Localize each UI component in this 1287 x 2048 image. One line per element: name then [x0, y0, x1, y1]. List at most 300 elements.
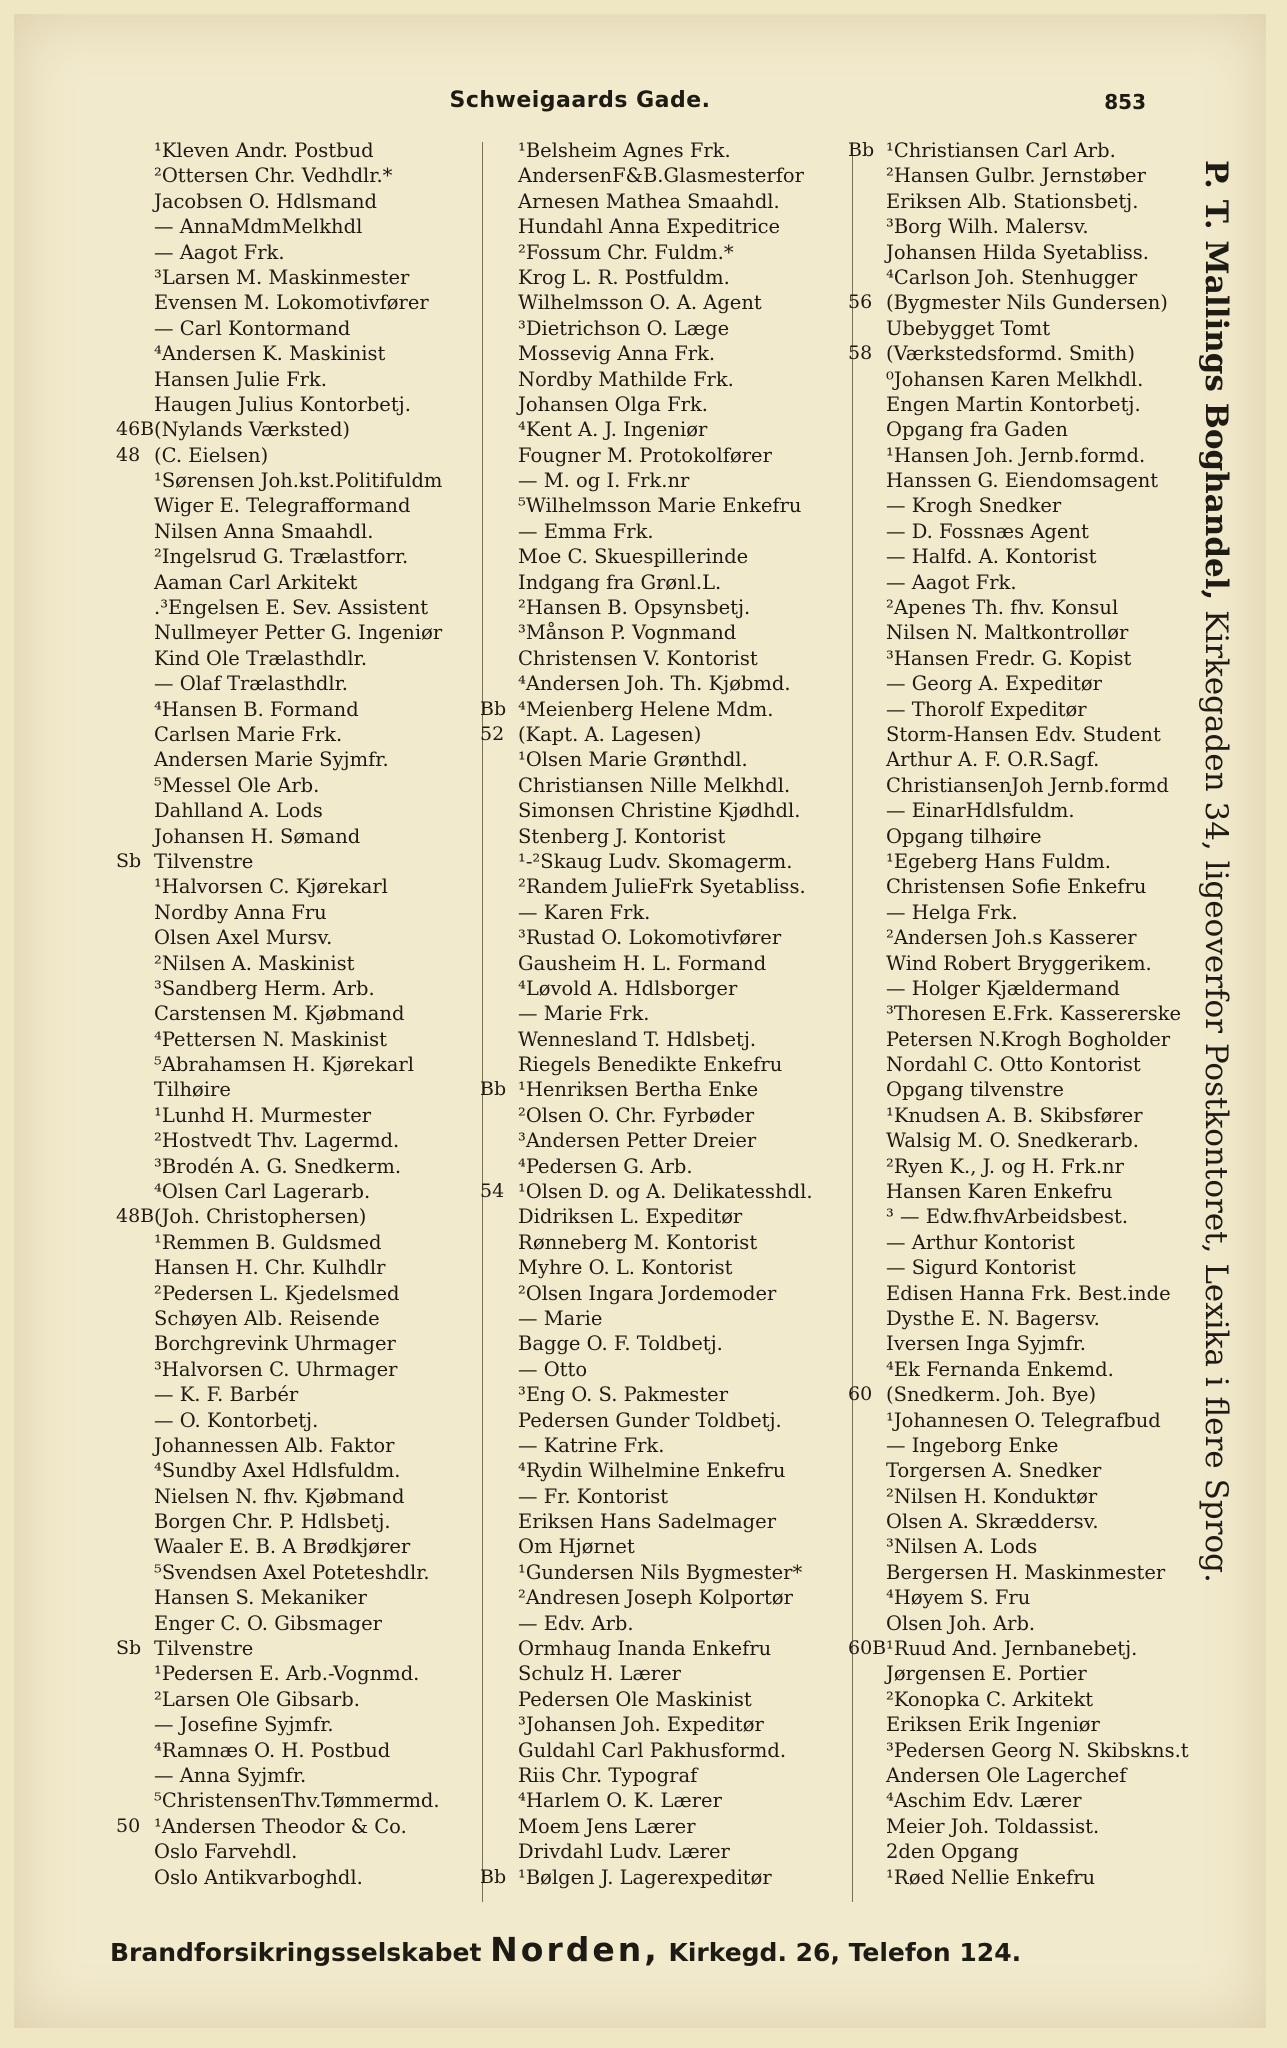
entry-text: ¹Belsheim Agnes Frk. — [518, 139, 731, 162]
directory-entry — [488, 189, 852, 214]
house-number: 60B — [848, 1637, 887, 1660]
directory-entry — [124, 1281, 484, 1306]
directory-entry — [488, 1458, 852, 1483]
entry-text: ⁴Meienberg Helene Mdm. — [518, 697, 774, 721]
entry-text: Dysthe E. N. Bagersv. — [886, 1306, 1100, 1330]
entry-text: Engen Martin Kontorbetj. — [886, 392, 1141, 416]
house-number: Sb — [116, 849, 142, 872]
entry-text: (Kapt. A. Lagesen) — [518, 722, 702, 746]
entry-text: — Ingeborg Enke — [886, 1433, 1059, 1457]
directory-entry — [856, 595, 1226, 620]
directory-entry — [124, 646, 484, 671]
entry-text: — Karen Frk. — [518, 900, 651, 924]
entry-text: Om Hjørnet — [518, 1535, 635, 1559]
directory-entry — [124, 1687, 484, 1712]
footer-part2: Kirkegd. 26, Telefon 124. — [659, 1938, 1022, 1967]
entry-text: ³Brodén A. G. Snedkerm. — [154, 1154, 402, 1178]
directory-entry — [856, 544, 1226, 569]
directory-entry — [488, 1560, 852, 1585]
directory-entry — [488, 900, 852, 925]
directory-entry — [488, 1534, 852, 1559]
entry-text: Ormhaug Inanda Enkefru — [518, 1637, 772, 1661]
directory-entry — [856, 1103, 1226, 1128]
directory-entry — [488, 240, 852, 265]
entry-text: Riis Chr. Typograf — [518, 1764, 698, 1787]
footer-advertisement — [110, 1928, 1210, 1972]
house-number: Sb — [116, 1637, 142, 1660]
entry-text: Andersen Ole Lagerchef — [886, 1764, 1127, 1787]
directory-entry — [856, 874, 1226, 899]
house-number: 60 — [848, 1383, 873, 1406]
entry-text: — Emma Frk. — [518, 519, 654, 543]
entry-text: ¹Christiansen Carl Arb. — [886, 139, 1116, 162]
entry-text: — Katrine Frk. — [518, 1433, 665, 1457]
entry-text: (Joh. Christophersen) — [154, 1205, 367, 1229]
entry-text: Evensen M. Lokomotivfører — [154, 291, 429, 315]
entry-text: ²Andersen Joh.s Kasserer — [886, 926, 1137, 950]
entry-text: Fougner M. Protokolfører — [518, 443, 772, 467]
entry-text: ³Hansen Fredr. G. Kopist — [886, 646, 1132, 670]
directory-entry — [856, 1001, 1226, 1026]
entry-text: — Fr. Kontorist — [518, 1484, 669, 1508]
entry-text: ³Månson P. Vognmand — [518, 621, 737, 645]
entry-text: Haugen Julius Kontorbetj. — [154, 392, 411, 416]
entry-text: — Thorolf Expeditør — [886, 697, 1087, 721]
entry-text: — O. Kontorbetj. — [154, 1408, 319, 1432]
directory-entry — [856, 468, 1226, 493]
directory-entry — [488, 443, 852, 468]
directory-entry — [124, 773, 484, 798]
column-1 — [116, 138, 484, 1908]
page-header — [14, 88, 1266, 124]
entry-text: ²Hostvedt Thv. Lagermd. — [154, 1129, 400, 1153]
column-2 — [480, 138, 852, 1908]
entry-text: Moem Jens Lærer — [518, 1814, 696, 1838]
entry-text: Schøyen Alb. Reisende — [154, 1306, 380, 1330]
entry-text: ¹Hansen Joh. Jernb.formd. — [886, 443, 1146, 467]
entry-text: Meier Joh. Toldassist. — [886, 1814, 1100, 1838]
entry-text: ²Olsen O. Chr. Fyrbøder — [518, 1103, 755, 1127]
house-number: 48 — [116, 443, 141, 466]
entry-text: ¹Henriksen Bertha Enke — [518, 1078, 759, 1102]
entry-text: ³Rustad O. Lokomotivfører — [518, 926, 782, 950]
entry-text: Didriksen L. Expeditør — [518, 1205, 743, 1229]
directory-entry — [856, 519, 1226, 544]
directory-entry — [488, 1839, 852, 1864]
directory-entry — [488, 1484, 852, 1509]
directory-entry — [124, 1661, 484, 1686]
entry-text: ¹Lunhd H. Murmester — [154, 1103, 372, 1127]
entry-text: Carlsen Marie Frk. — [154, 722, 343, 746]
entry-text: Jacobsen O. Hdlsmand — [154, 189, 378, 213]
directory-entry — [124, 1839, 484, 1864]
entry-text: ⁴Carlson Joh. Stenhugger — [886, 265, 1138, 289]
entry-text: ¹Egeberg Hans Fuldm. — [886, 849, 1111, 873]
directory-entry — [488, 620, 852, 645]
directory-entry — [116, 849, 484, 874]
directory-entry — [856, 493, 1226, 518]
directory-entry — [488, 1103, 852, 1128]
directory-entry — [488, 138, 852, 163]
entry-text: Wennesland T. Hdlsbetj. — [518, 1027, 757, 1051]
entry-text: ²Apenes Th. fhv. Konsul — [886, 596, 1119, 620]
directory-columns — [116, 138, 1214, 1908]
entry-text: ⁴Ramnæs O. H. Postbud — [154, 1738, 391, 1762]
directory-entry — [856, 824, 1226, 849]
entry-text: ²Andresen Joseph Kolportør — [518, 1586, 793, 1610]
directory-entry — [488, 976, 852, 1001]
directory-entry — [488, 1763, 852, 1788]
entry-text: ³Pedersen Georg N. Skibskns.t — [886, 1738, 1189, 1762]
directory-entry — [124, 341, 484, 366]
directory-entry — [488, 1509, 852, 1534]
entry-text: Hundahl Anna Expeditrice — [518, 215, 781, 239]
entry-text: ⁴Harlem O. K. Lærer — [518, 1789, 722, 1813]
directory-entry — [488, 798, 852, 823]
directory-entry — [856, 1255, 1226, 1280]
directory-entry — [488, 468, 852, 493]
directory-entry — [124, 900, 484, 925]
entry-text: (Bygmester Nils Gundersen) — [886, 291, 1168, 315]
entry-text: ⁴Andersen Joh. Th. Kjøbmd. — [518, 672, 791, 696]
entry-text: ²Fossum Chr. Fuldm.* — [518, 240, 734, 264]
directory-entry — [480, 1077, 852, 1102]
entry-text: Hansen Karen Enkefru — [886, 1180, 1113, 1204]
entry-text: — D. Fossnæs Agent — [886, 519, 1089, 543]
directory-entry — [488, 671, 852, 696]
directory-entry — [488, 1255, 852, 1280]
directory-entry — [856, 1509, 1226, 1534]
entry-text: ⁴Olsen Carl Lagerarb. — [154, 1180, 371, 1204]
entry-text: ³Sandberg Herm. Arb. — [154, 976, 375, 1000]
directory-entry — [124, 798, 484, 823]
directory-entry — [124, 1611, 484, 1636]
entry-text: — Josefine Syjmfr. — [154, 1713, 334, 1737]
directory-entry — [124, 163, 484, 188]
entry-text: Kind Ole Trælasthdlr. — [154, 646, 368, 670]
directory-entry — [488, 646, 852, 671]
directory-entry — [124, 747, 484, 772]
entry-text: Pedersen Ole Maskinist — [518, 1687, 752, 1711]
side-ad-rest: Kirkegaden 34, ligeoverfor Postkontoret, Lexika i flere Sprog. — [1198, 600, 1234, 1583]
directory-entry — [856, 951, 1226, 976]
directory-entry — [488, 1128, 852, 1153]
directory-entry — [856, 316, 1226, 341]
directory-entry — [124, 1331, 484, 1356]
directory-entry — [856, 1154, 1226, 1179]
directory-entry — [124, 1560, 484, 1585]
entry-text: ⁴Løvold A. Hdlsborger — [518, 976, 738, 1000]
directory-entry — [124, 1001, 484, 1026]
directory-entry — [856, 849, 1226, 874]
entry-text: ¹Olsen D. og A. Delikatesshdl. — [518, 1180, 813, 1204]
entry-text: — Edv. Arb. — [518, 1611, 634, 1635]
entry-text: ²Larsen Ole Gibsarb. — [154, 1687, 360, 1711]
entry-text: — M. og I. Frk.nr — [518, 469, 690, 493]
house-number: 50 — [116, 1814, 141, 1837]
entry-text: Aaman Carl Arkitekt — [154, 570, 358, 594]
entry-text: — AnnaMdmMelkhdl — [154, 215, 363, 239]
directory-entry — [488, 747, 852, 772]
directory-entry — [856, 443, 1226, 468]
directory-entry — [856, 773, 1226, 798]
directory-entry — [124, 1484, 484, 1509]
directory-entry — [488, 392, 852, 417]
entry-text: Bergersen H. Maskinmester — [886, 1560, 1166, 1584]
directory-entry — [488, 874, 852, 899]
directory-entry — [124, 620, 484, 645]
entry-text: — Carl Kontormand — [154, 316, 351, 340]
directory-entry — [488, 1585, 852, 1610]
house-number: 58 — [848, 342, 873, 365]
entry-text: ¹Pedersen E. Arb.-Vognmd. — [154, 1662, 420, 1686]
entry-text: ²Ryen K., J. og H. Frk.nr — [886, 1154, 1124, 1178]
entry-text: Opgang tilhøire — [886, 824, 1042, 848]
directory-page — [14, 14, 1266, 2028]
directory-entry — [124, 1128, 484, 1153]
directory-entry — [124, 697, 484, 722]
directory-entry — [856, 1230, 1226, 1255]
directory-entry — [856, 1179, 1226, 1204]
entry-text: Tilvenstre — [154, 1637, 254, 1661]
directory-entry — [124, 265, 484, 290]
entry-text: Krog L. R. Postfuldm. — [518, 265, 730, 289]
entry-text: ⁴Kent A. J. Ingeniør — [518, 418, 708, 442]
entry-text: ²Olsen Ingara Jordemoder — [518, 1281, 777, 1305]
house-number: 54 — [480, 1180, 505, 1203]
entry-text: 2den Opgang — [886, 1840, 1019, 1864]
entry-text: Nilsen Anna Smaahdl. — [154, 519, 374, 543]
directory-entry — [488, 341, 852, 366]
entry-text: ⁴Aschim Edv. Lærer — [886, 1789, 1082, 1813]
entry-text: ⁵Wilhelmsson Marie Enkefru — [518, 494, 802, 518]
entry-text: Borgen Chr. P. Hdlsbetj. — [154, 1510, 391, 1534]
entry-text: Wiger E. Telegrafformand — [154, 494, 411, 518]
entry-text: AndersenF&B.Glasmesterfor — [518, 164, 804, 188]
entry-text: Storm-Hansen Edv. Student — [886, 722, 1161, 746]
entry-text: ²Hansen B. Opsynsbetj. — [518, 596, 751, 620]
directory-entry — [124, 1408, 484, 1433]
directory-entry — [124, 392, 484, 417]
directory-entry — [488, 1814, 852, 1839]
directory-entry — [124, 722, 484, 747]
directory-entry — [488, 1306, 852, 1331]
entry-text: ¹-²Skaug Ludv. Skomagerm. — [518, 849, 793, 873]
entry-text: Oslo Farvehdl. — [154, 1840, 298, 1864]
entry-text: — Olaf Trælasthdlr. — [154, 672, 348, 696]
directory-entry — [124, 1433, 484, 1458]
entry-text: — Aagot Frk. — [154, 240, 285, 264]
directory-entry — [488, 1001, 852, 1026]
entry-text: Ubebygget Tomt — [886, 316, 1051, 340]
entry-text: ⁴Pedersen G. Arb. — [518, 1154, 693, 1178]
directory-entry — [124, 1179, 484, 1204]
directory-entry — [856, 798, 1226, 823]
entry-text: Jørgensen E. Portier — [886, 1662, 1087, 1686]
entry-text: ²Randem JulieFrk Syetabliss. — [518, 875, 806, 899]
entry-text: ²Ingelsrud G. Trælastforr. — [154, 545, 409, 569]
page-number: 853 — [1104, 90, 1146, 114]
directory-entry — [488, 1788, 852, 1813]
entry-text: Opgang fra Gaden — [886, 418, 1068, 442]
entry-text: ²Konopka C. Arkitekt — [886, 1687, 1094, 1711]
directory-entry — [124, 1788, 484, 1813]
house-number: 46B — [116, 418, 155, 441]
directory-entry — [480, 1865, 852, 1890]
entry-text: ¹Kleven Andr. Postbud — [154, 139, 374, 162]
entry-text: Simonsen Christine Kjødhdl. — [518, 799, 801, 823]
directory-entry — [124, 1534, 484, 1559]
directory-entry — [856, 163, 1226, 188]
directory-entry — [856, 1839, 1226, 1864]
directory-entry — [124, 1738, 484, 1763]
directory-entry — [488, 367, 852, 392]
directory-entry — [488, 1382, 852, 1407]
entry-text: ⁴Ek Fernanda Enkemd. — [886, 1357, 1114, 1381]
entry-text: Nilsen N. Maltkontrollør — [886, 621, 1129, 645]
entry-text: Christiansen Nille Melkhdl. — [518, 773, 791, 797]
entry-text: ¹Knudsen A. B. Skibsfører — [886, 1103, 1143, 1127]
directory-entry — [124, 1306, 484, 1331]
directory-entry — [856, 1433, 1226, 1458]
entry-text: ³Johansen Joh. Expeditør — [518, 1713, 764, 1737]
entry-text: ²Nilsen H. Konduktør — [886, 1484, 1098, 1508]
entry-text: Hansen H. Chr. Kulhdlr — [154, 1256, 386, 1280]
entry-text: ³Larsen M. Maskinmester — [154, 265, 410, 289]
directory-entry — [488, 1154, 852, 1179]
directory-entry — [848, 341, 1226, 366]
entry-text: ³Andersen Petter Dreier — [518, 1129, 757, 1153]
directory-entry — [488, 1712, 852, 1737]
entry-text: Tilvenstre — [154, 849, 254, 873]
entry-text: — Holger Kjældermand — [886, 976, 1120, 1000]
directory-entry — [124, 189, 484, 214]
directory-entry — [488, 595, 852, 620]
entry-text: Opgang tilvenstre — [886, 1078, 1064, 1102]
house-number: Bb — [480, 697, 507, 720]
entry-text: ⁵ChristensenThv.Tømmermd. — [154, 1789, 440, 1813]
entry-text: ²Pedersen L. Kjedelsmed — [154, 1281, 400, 1305]
directory-entry — [856, 1306, 1226, 1331]
entry-text: Eriksen Erik Ingeniør — [886, 1713, 1100, 1737]
directory-entry — [116, 443, 484, 468]
directory-entry — [488, 290, 852, 315]
directory-entry — [856, 1408, 1226, 1433]
entry-text: Nordahl C. Otto Kontorist — [886, 1053, 1141, 1077]
entry-text: Eriksen Alb. Stationsbetj. — [886, 189, 1139, 213]
directory-entry — [856, 1611, 1226, 1636]
entry-text: Waaler E. B. A Brødkjører — [154, 1535, 411, 1559]
directory-entry — [488, 214, 852, 239]
side-advertisement — [1185, 160, 1247, 1800]
directory-entry — [124, 367, 484, 392]
entry-text: Johansen H. Sømand — [154, 824, 361, 848]
directory-entry — [124, 468, 484, 493]
directory-entry — [856, 1052, 1226, 1077]
directory-entry — [856, 214, 1226, 239]
entry-text: Riegels Benedikte Enkefru — [518, 1053, 783, 1077]
street-title: Schweigaards Gade. — [449, 88, 711, 113]
entry-text: — Georg A. Expeditør — [886, 672, 1102, 696]
directory-entry — [124, 1154, 484, 1179]
directory-entry — [480, 697, 852, 722]
entry-text: Torgersen A. Snedker — [886, 1459, 1102, 1483]
directory-entry — [124, 1712, 484, 1737]
side-ad-bold: P. T. Mallings Boghandel, — [1198, 160, 1234, 601]
directory-entry — [856, 1204, 1226, 1229]
directory-entry — [124, 1382, 484, 1407]
directory-entry — [856, 900, 1226, 925]
entry-text: Nullmeyer Petter G. Ingeniør — [154, 621, 443, 645]
entry-text: ³ — Edw.fhvArbeidsbest. — [886, 1205, 1129, 1229]
entry-text: ⁴Høyem S. Fru — [886, 1586, 1031, 1610]
entry-text: ¹Ruud And. Jernbanebetj. — [886, 1637, 1138, 1661]
directory-entry — [124, 1763, 484, 1788]
directory-entry — [124, 240, 484, 265]
entry-text: Borchgrevink Uhrmager — [154, 1332, 396, 1356]
directory-entry — [856, 1357, 1226, 1382]
directory-entry — [856, 1128, 1226, 1153]
entry-text: ³Thoresen E.Frk. Kassererske — [886, 1002, 1182, 1026]
house-number: 48B — [116, 1205, 155, 1228]
entry-text: Johannessen Alb. Faktor — [154, 1433, 395, 1457]
entry-text: (C. Eielsen) — [154, 443, 269, 467]
house-number: 56 — [848, 291, 873, 314]
directory-entry — [124, 493, 484, 518]
entry-text: Petersen N.Krogh Bogholder — [886, 1027, 1171, 1051]
entry-text: — Halfd. A. Kontorist — [886, 545, 1097, 569]
directory-entry — [488, 773, 852, 798]
entry-text: ¹Røed Nellie Enkefru — [886, 1865, 1096, 1889]
entry-text: Johansen Hilda Syetabliss. — [886, 240, 1149, 264]
directory-entry — [856, 747, 1226, 772]
directory-entry — [856, 240, 1226, 265]
directory-entry — [848, 1382, 1226, 1407]
directory-entry — [856, 1560, 1226, 1585]
directory-entry — [856, 1687, 1226, 1712]
entry-text: Tilhøire — [154, 1078, 231, 1102]
entry-text: — K. F. Barbér — [154, 1383, 299, 1407]
directory-entry — [488, 519, 852, 544]
entry-text: ⁴Rydin Wilhelmine Enkefru — [518, 1459, 786, 1483]
entry-text: Nielsen N. fhv. Kjøbmand — [154, 1484, 405, 1508]
directory-entry — [488, 824, 852, 849]
directory-entry — [856, 646, 1226, 671]
directory-entry — [856, 1661, 1226, 1686]
directory-entry — [856, 265, 1226, 290]
directory-entry — [488, 544, 852, 569]
entry-text: Drivdahl Ludv. Lærer — [518, 1840, 730, 1864]
directory-entry — [856, 1458, 1226, 1483]
entry-text: Johansen Olga Frk. — [518, 392, 709, 416]
directory-entry — [124, 1865, 484, 1890]
directory-entry — [856, 1331, 1226, 1356]
entry-text: ⁵Svendsen Axel Poteteshdlr. — [154, 1560, 430, 1584]
directory-entry — [856, 722, 1226, 747]
entry-text: Stenberg J. Kontorist — [518, 824, 726, 848]
directory-entry — [124, 1357, 484, 1382]
directory-entry — [116, 1636, 484, 1661]
directory-entry — [124, 138, 484, 163]
directory-entry — [488, 1433, 852, 1458]
entry-text: Gausheim H. L. Formand — [518, 951, 767, 975]
directory-entry — [488, 1661, 852, 1686]
directory-entry — [488, 1204, 852, 1229]
directory-entry — [124, 290, 484, 315]
entry-text: — Aagot Frk. — [886, 570, 1017, 594]
entry-text: ¹Bølgen J. Lagerexpeditør — [518, 1865, 772, 1889]
entry-text: ²Nilsen A. Maskinist — [154, 951, 355, 975]
